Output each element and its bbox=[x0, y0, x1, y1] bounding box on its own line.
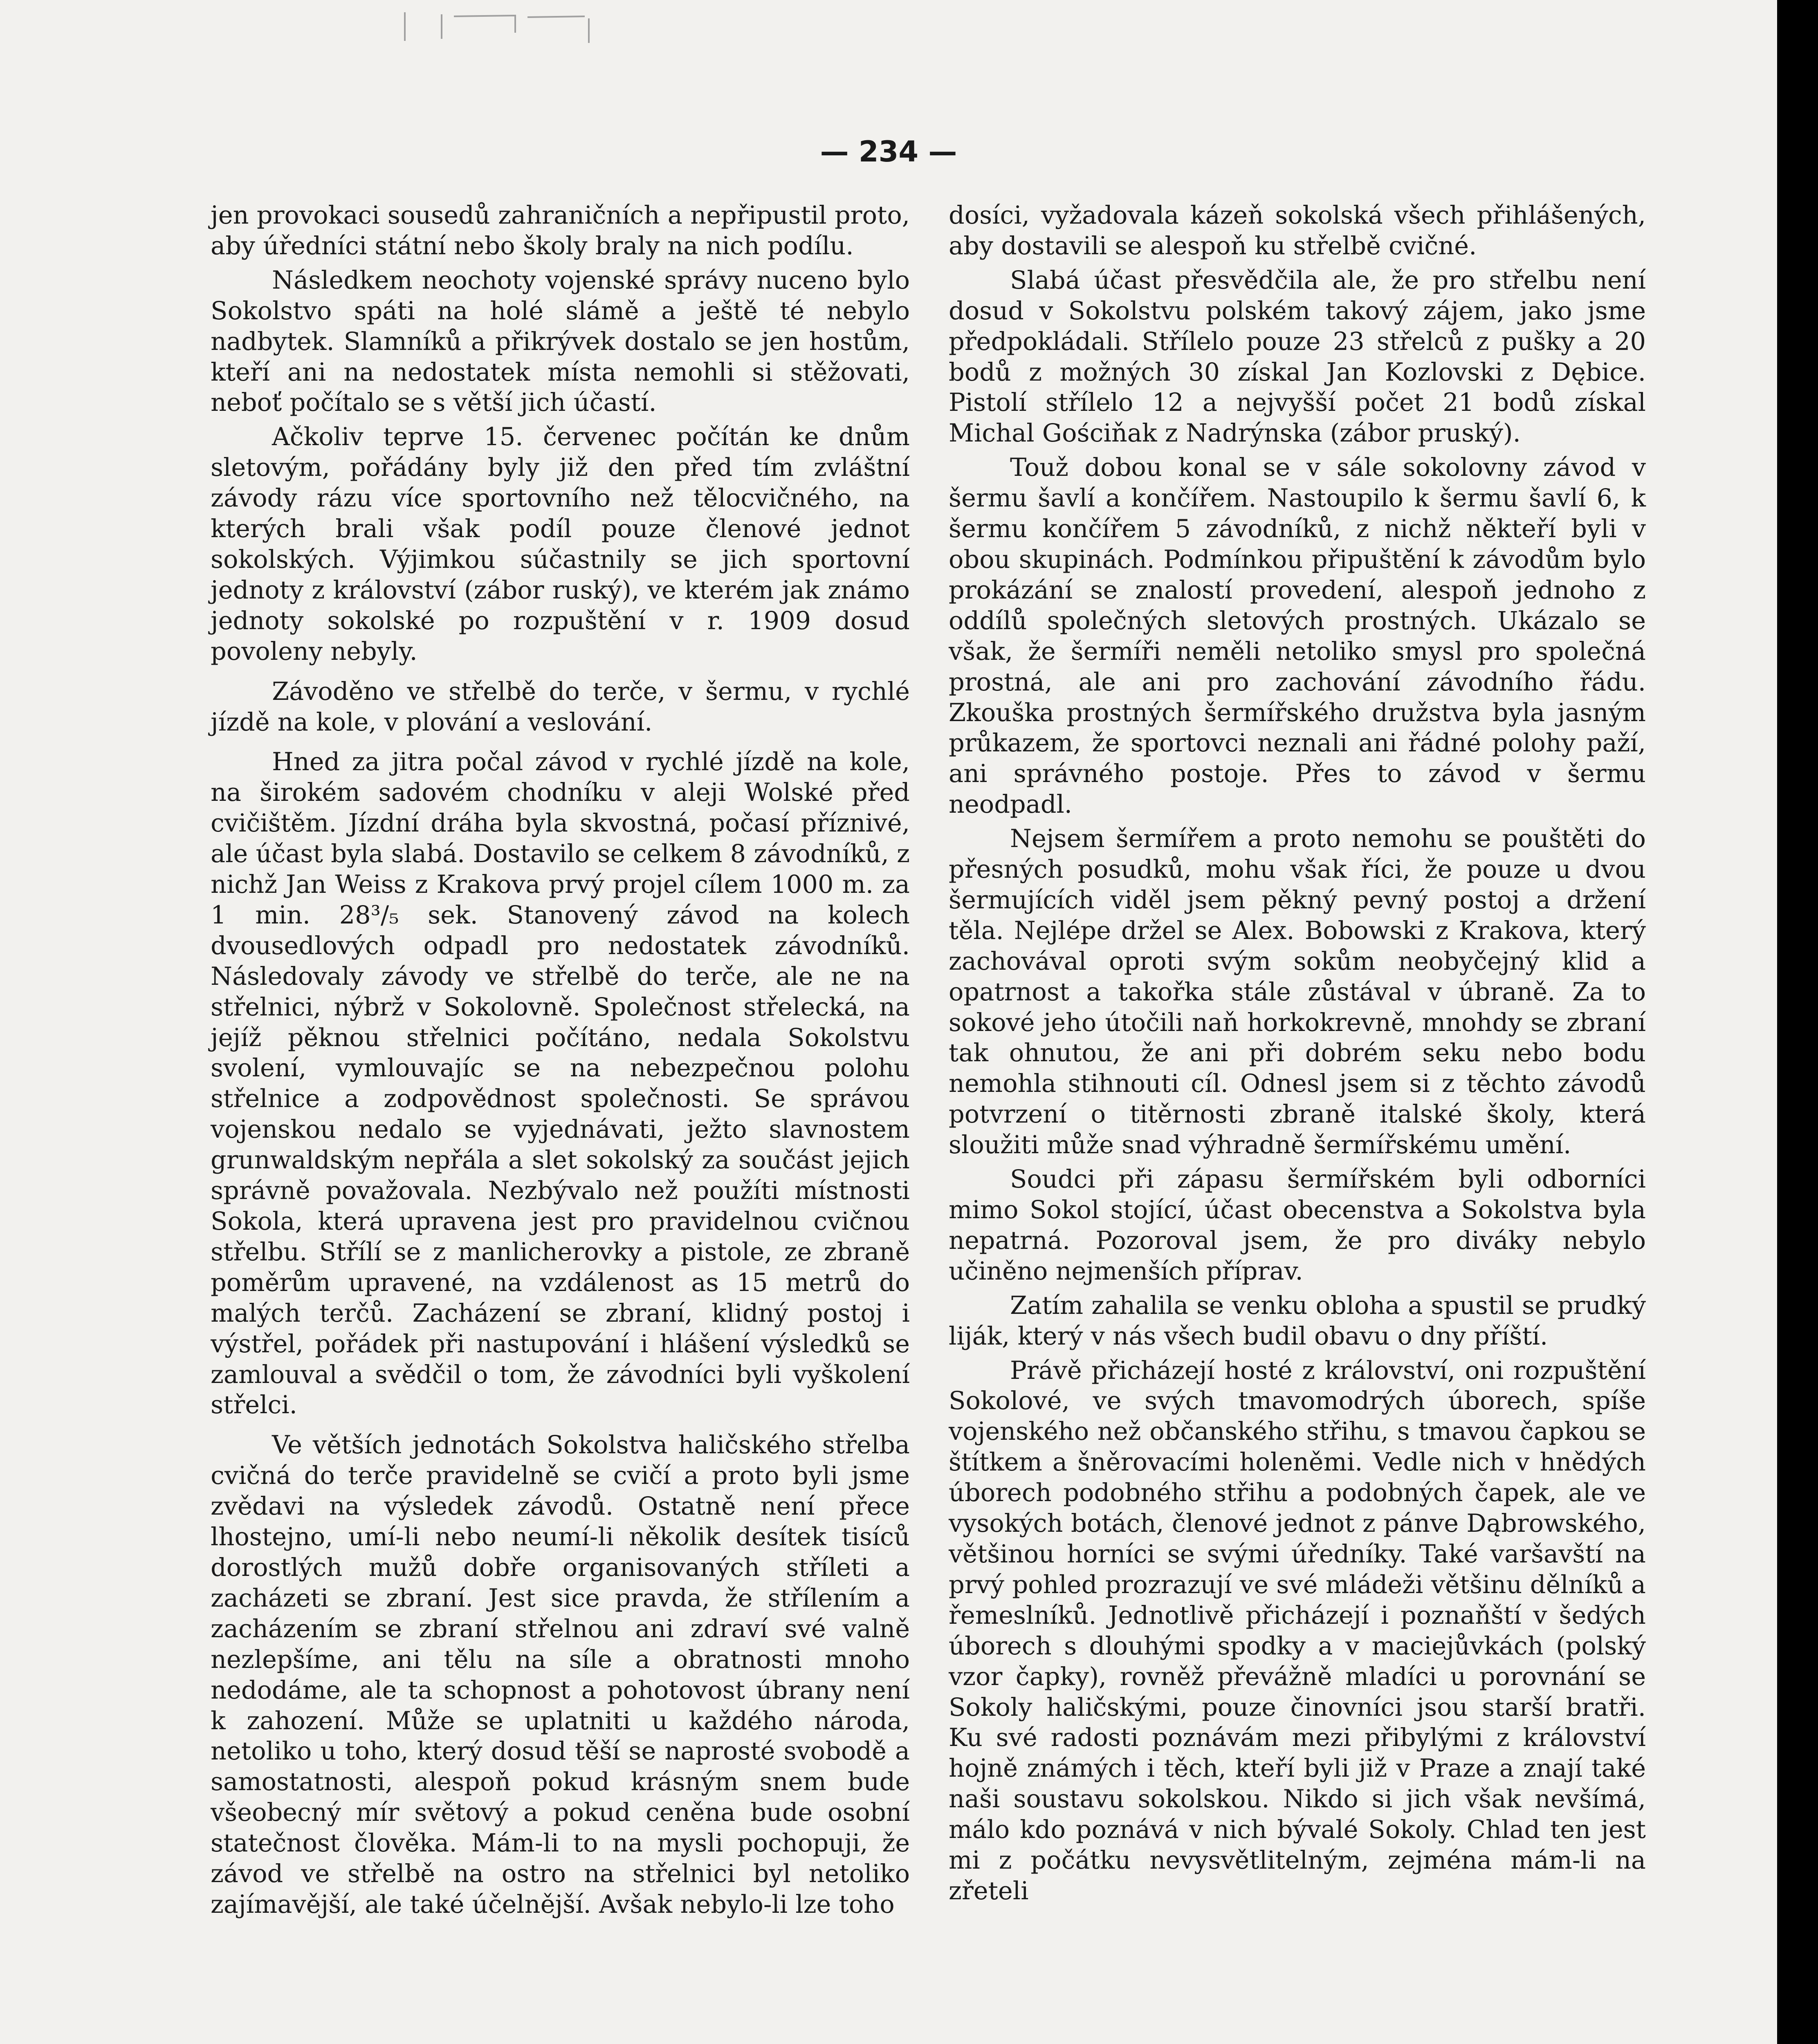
paragraph: Ačkoliv teprve 15. červenec počítán ke dnům sletovým, pořádány byly již den před tím zvláštní závody rázu více sportovního než tělocvičného, na kterých brali však podíl pouze členové jednot sokolských. Výjimkou súčastnily se jich sportovní jednoty z království (zábor ruský), ve kterém jak známo jednoty sokolské po rozpuštění v r. 1909 dosud povoleny nebyly. bbox=[211, 423, 910, 666]
left-column bbox=[211, 200, 910, 1930]
paragraph: jen provokaci sousedů zahraničních a nepřipustil proto, aby úředníci státní nebo školy braly na nich podílu. bbox=[211, 201, 910, 260]
paragraph: Následkem neochoty vojenské správy nuceno bylo Sokolstvo spáti na holé slámě a ještě té nebylo nadbytek. Slamníků a přikrývek dostalo se jen hostům, kteří ani na nedostatek místa nemohli si stěžovati, neboť počítalo se s větší jich účastí. bbox=[211, 266, 910, 417]
paragraph: Touž dobou konal se v sále sokolovny závod v šermu šavlí a končířem. Nastoupilo k šermu šavlí 6, k šermu končířem 5 závodníků, z nichž někteří byli v obou skupinách. Podmínkou připuštění k závodům bylo prokázání se znalostí provedení, alespoň jednoho z oddílů společných sletových prostných. Ukázalo se však, že šermíři neměli netoliko smysl pro společná prostná, ale ani pro zachování závodního řádu. Zkouška prostných šermířského družstva byla jasným průkazem, že sportovci neznali ani řádné polohy paží, ani správného postoje. Přes to závod v šermu neodpadl. bbox=[949, 453, 1646, 819]
paragraph: Hned za jitra počal závod v rychlé jízdě na kole, na širokém sadovém chodníku v aleji Wolské před cvičištěm. Jízdní dráha byla skvostná, počasí příznivé, ale účast byla slabá. Dostavilo se celkem 8 závodníků, z nichž Jan Weiss z Krakova prvý projel cílem 1000 m. za 1 min. 28³/₅ sek. Stanovený závod na kolech dvousedlových odpadl pro nedostatek závodníků. Následovaly závody ve střelbě do terče, ale ne na střelnici, nýbrž v Sokolovně. Společnost střelecká, na jejíž pěknou střelnici počítáno, nedala Sokolstvu svolení, vymlouvajíc se na nebezpečnou polohu střelnice a zodpovědnost společnosti. Se správou vojenskou nedalo se vyjednávati, ježto slavnostem grunwaldským nepřála a slet sokolský za součást jejich správně považovala. Nezbývalo než použíti místnosti Sokola, která upravena jest pro pravidelnou cvičnou střelbu. Střílí se z manlicherovky a pistole, ze zbraně poměrům upravené, na vzdálenost as 15 metrů do malých terčů. Zacházení se zbraní, klidný postoj i výstřel, pořádek při nastupování i hlášení výsledků se zamlouval a svědčil o tom, že závodníci byli vyškolení střelci. bbox=[211, 748, 910, 1420]
paragraph: Slabá účast přesvědčila ale, že pro střelbu není dosud v Sokolstvu polském takový zájem, jako jsme předpokládali. Střílelo pouze 23 střelců z pušky a 20 bodů z možných 30 získal Jan Kozlovski z Dębice. Pistolí střílelo 12 a nejvyšší počet 21 bodů získal Michal Gościňak z Nadrýnska (zábor pruský). bbox=[949, 266, 1646, 448]
paragraph: Soudci při zápasu šermířském byli odborníci mimo Sokol stojící, účast obecenstva a Sokolstva byla nepatrná. Pozoroval jsem, že pro diváky nebylo učiněno nejmenších příprav. bbox=[949, 1165, 1646, 1286]
scan-artifact-icon bbox=[393, 8, 622, 45]
paragraph: Nejsem šermířem a proto nemohu se pouštěti do přesných posudků, mohu však říci, že pouze u dvou šermujících viděl jsem pěkný pevný postoj a držení těla. Nejlépe držel se Alex. Bobowski z Krakova, který zachovával oproti svým sokům neobyčejný klid a opatrnost a takořka stále zůstával v úbraně. Za to sokové jeho útočili naň horkokrevně, mnohdy se zbraní tak ohnutou, že ani při dobrém seku nebo bodu nemohla stihnouti cíl. Odnesl jsem si z těchto závodů potvrzení o titěrnosti zbraně italské školy, která sloužiti může snad výhradně šermířskému umění. bbox=[949, 825, 1646, 1160]
page-number: — 234 — bbox=[820, 135, 957, 168]
paragraph: Závoděno ve střelbě do terče, v šermu, v rychlé jízdě na kole, v plování a veslování. bbox=[211, 677, 910, 737]
right-column bbox=[949, 200, 1646, 1916]
paragraph: dosíci, vyžadovala kázeň sokolská všech přihlášených, aby dostavili se alespoň ku střelbě cvičné. bbox=[949, 201, 1646, 260]
paragraph: Právě přicházejí hosté z království, oni rozpuštění Sokolové, ve svých tmavomodrých úborech, spíše vojenského než občanského střihu, s tmavou čapkou se štítkem a šněrovacími holeněmi. Vedle nich v hnědých úborech podobného střihu a podobných čapek, ale ve vysokých botách, členové jednot z pánve Dąbrowského, většinou horníci se svými úředníky. Také varšavští na prvý pohled prozrazují ve své mládeži většinu dělníků a řemeslníků. Jednotlivě přicházejí i poznaňští v šedých úborech s dlouhými spodky a v maciejůvkách (polský vzor čapky), rovněž převážně mladíci u porovnání se Sokoly haličskými, pouze činovníci jsou starší bratři. Ku své radosti poznávám mezi přibylými z království hojně známých i těch, kteří byli již v Praze a znají také naši soustavu sokolskou. Nikdo si jich však nevšímá, málo kdo poznává v nich bývalé Sokoly. Chlad ten jest mi z počátku nevysvětlitelným, zejména mám-li na zřeteli bbox=[949, 1356, 1646, 1905]
scan-border bbox=[1777, 0, 1818, 2044]
paragraph: Ve větších jednotách Sokolstva haličského střelba cvičná do terče pravidelně se cvičí a proto byli jsme zvědavi na výsledek závodů. Ostatně není přece lhostejno, umí-li nebo neumí-li několik desítek tisíců dorostlých mužů dobře organisovaných stříleti a zacházeti se zbraní. Jest sice pravda, že střílením a zacházením se zbraní střelnou ani zdraví své valně nezlepšíme, ani tělu na síle a obratnosti mnoho nedodáme, ale ta schopnost a pohotovost úbrany není k zahození. Může se uplatniti u každého národa, netoliko u toho, který dosud těší se naprosté svobodě a samostatnosti, alespoň pokud krásným snem bude všeobecný mír světový a pokud ceněna bude osobní statečnost člověka. Mám-li to na mysli pochopuji, že závod ve střelbě na ostro na střelnici byl netoliko zajímavější, ale také účelnější. Avšak nebylo-li lze toho bbox=[211, 1431, 910, 1919]
paragraph: Zatím zahalila se venku obloha a spustil se prudký liják, který v nás všech budil obavu o dny příští. bbox=[949, 1291, 1646, 1351]
